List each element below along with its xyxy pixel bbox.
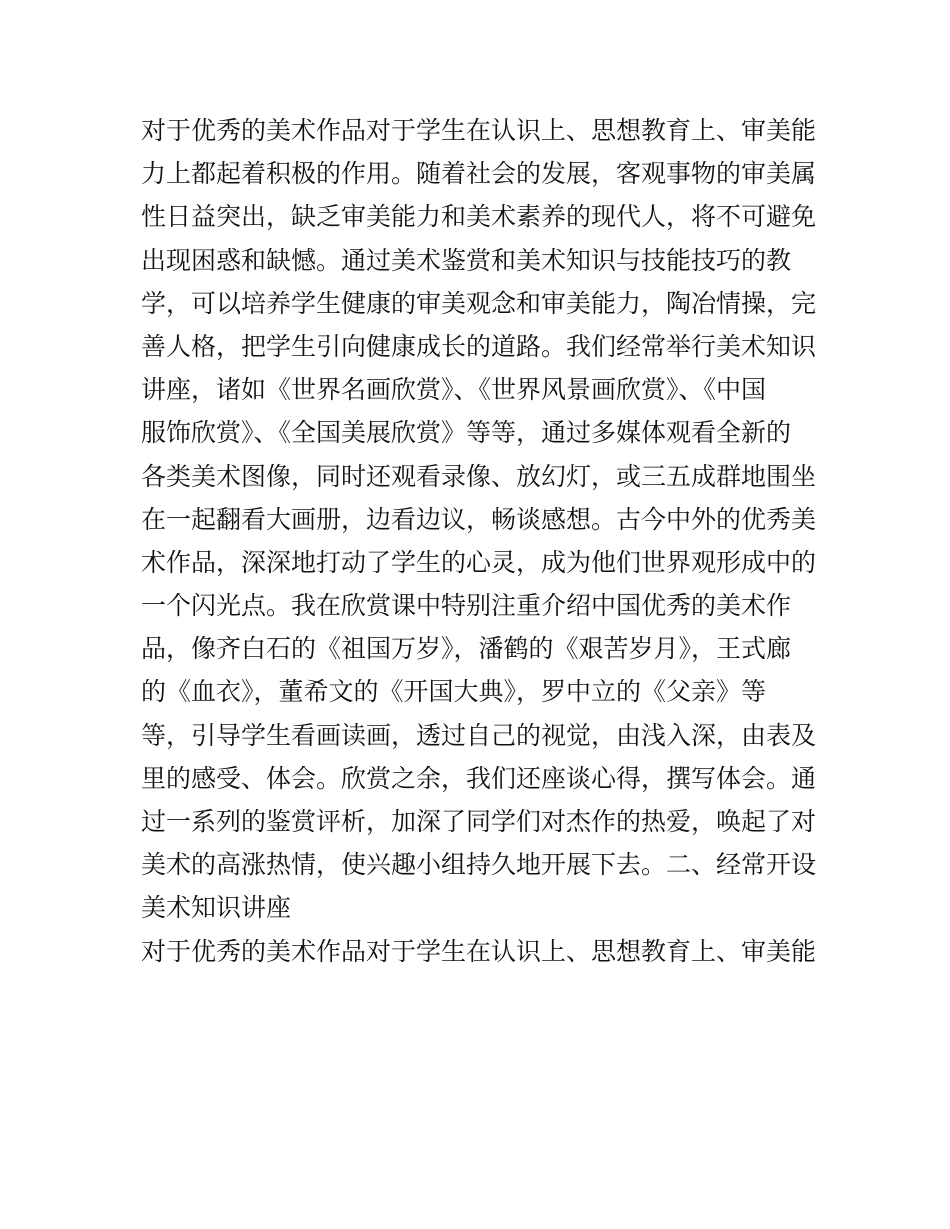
text-line: 力上都起着积极的作用。随着社会的发展，客观事物的审美属 xyxy=(141,159,817,189)
body-text xyxy=(141,109,831,973)
text-line: 美术的高涨热情，使兴趣小组持久地开展下去。二、经常开设 xyxy=(141,850,817,880)
text-line: 出现困惑和缺憾。通过美术鉴赏和美术知识与技能技巧的教 xyxy=(141,245,792,275)
text-line: 里的感受、体会。欣赏之余，我们还座谈心得，撰写体会。通 xyxy=(141,763,817,793)
text-line: 在一起翻看大画册，边看边议，畅谈感想。古今中外的优秀美 xyxy=(141,504,817,534)
section-heading-line: 美术知识讲座 xyxy=(141,893,292,923)
text-line: 各类美术图像，同时还观看录像、放幻灯，或三五成群地围坐 xyxy=(141,461,817,491)
text-line: 一个闪光点。我在欣赏课中特别注重介绍中国优秀的美术作 xyxy=(141,591,792,621)
text-line: 品，像齐白石的《祖国万岁》，潘鹤的《艰苦岁月》，王式廊 xyxy=(141,634,792,664)
text-line: 讲座，诸如《世界名画欣赏》、《世界风景画欣赏》、《中国 xyxy=(141,375,767,405)
text-line: 的《血衣》，董希文的《开国大典》，罗中立的《父亲》等 xyxy=(141,677,767,707)
text-line: 性日益突出，缺乏审美能力和美术素养的现代人，将不可避免 xyxy=(141,202,817,232)
text-line: 术作品，深深地打动了学生的心灵，成为他们世界观形成中的 xyxy=(141,547,817,577)
text-line: 等，引导学生看画读画，透过自己的视觉，由浅入深，由表及 xyxy=(141,720,817,750)
text-line: 对于优秀的美术作品对于学生在认识上、思想教育上、审美能 xyxy=(141,936,817,966)
text-line: 善人格，把学生引向健康成长的道路。我们经常举行美术知识 xyxy=(141,331,817,361)
text-line: 学，可以培养学生健康的审美观念和审美能力，陶冶情操，完 xyxy=(141,288,817,318)
text-line: 对于优秀的美术作品对于学生在认识上、思想教育上、审美能 xyxy=(141,116,817,145)
text-line: 服饰欣赏》、《全国美展欣赏》等等，通过多媒体观看全新的 xyxy=(141,418,792,448)
text-line: 过一系列的鉴赏评析，加深了同学们对杰作的热爱，唤起了对 xyxy=(141,807,817,836)
